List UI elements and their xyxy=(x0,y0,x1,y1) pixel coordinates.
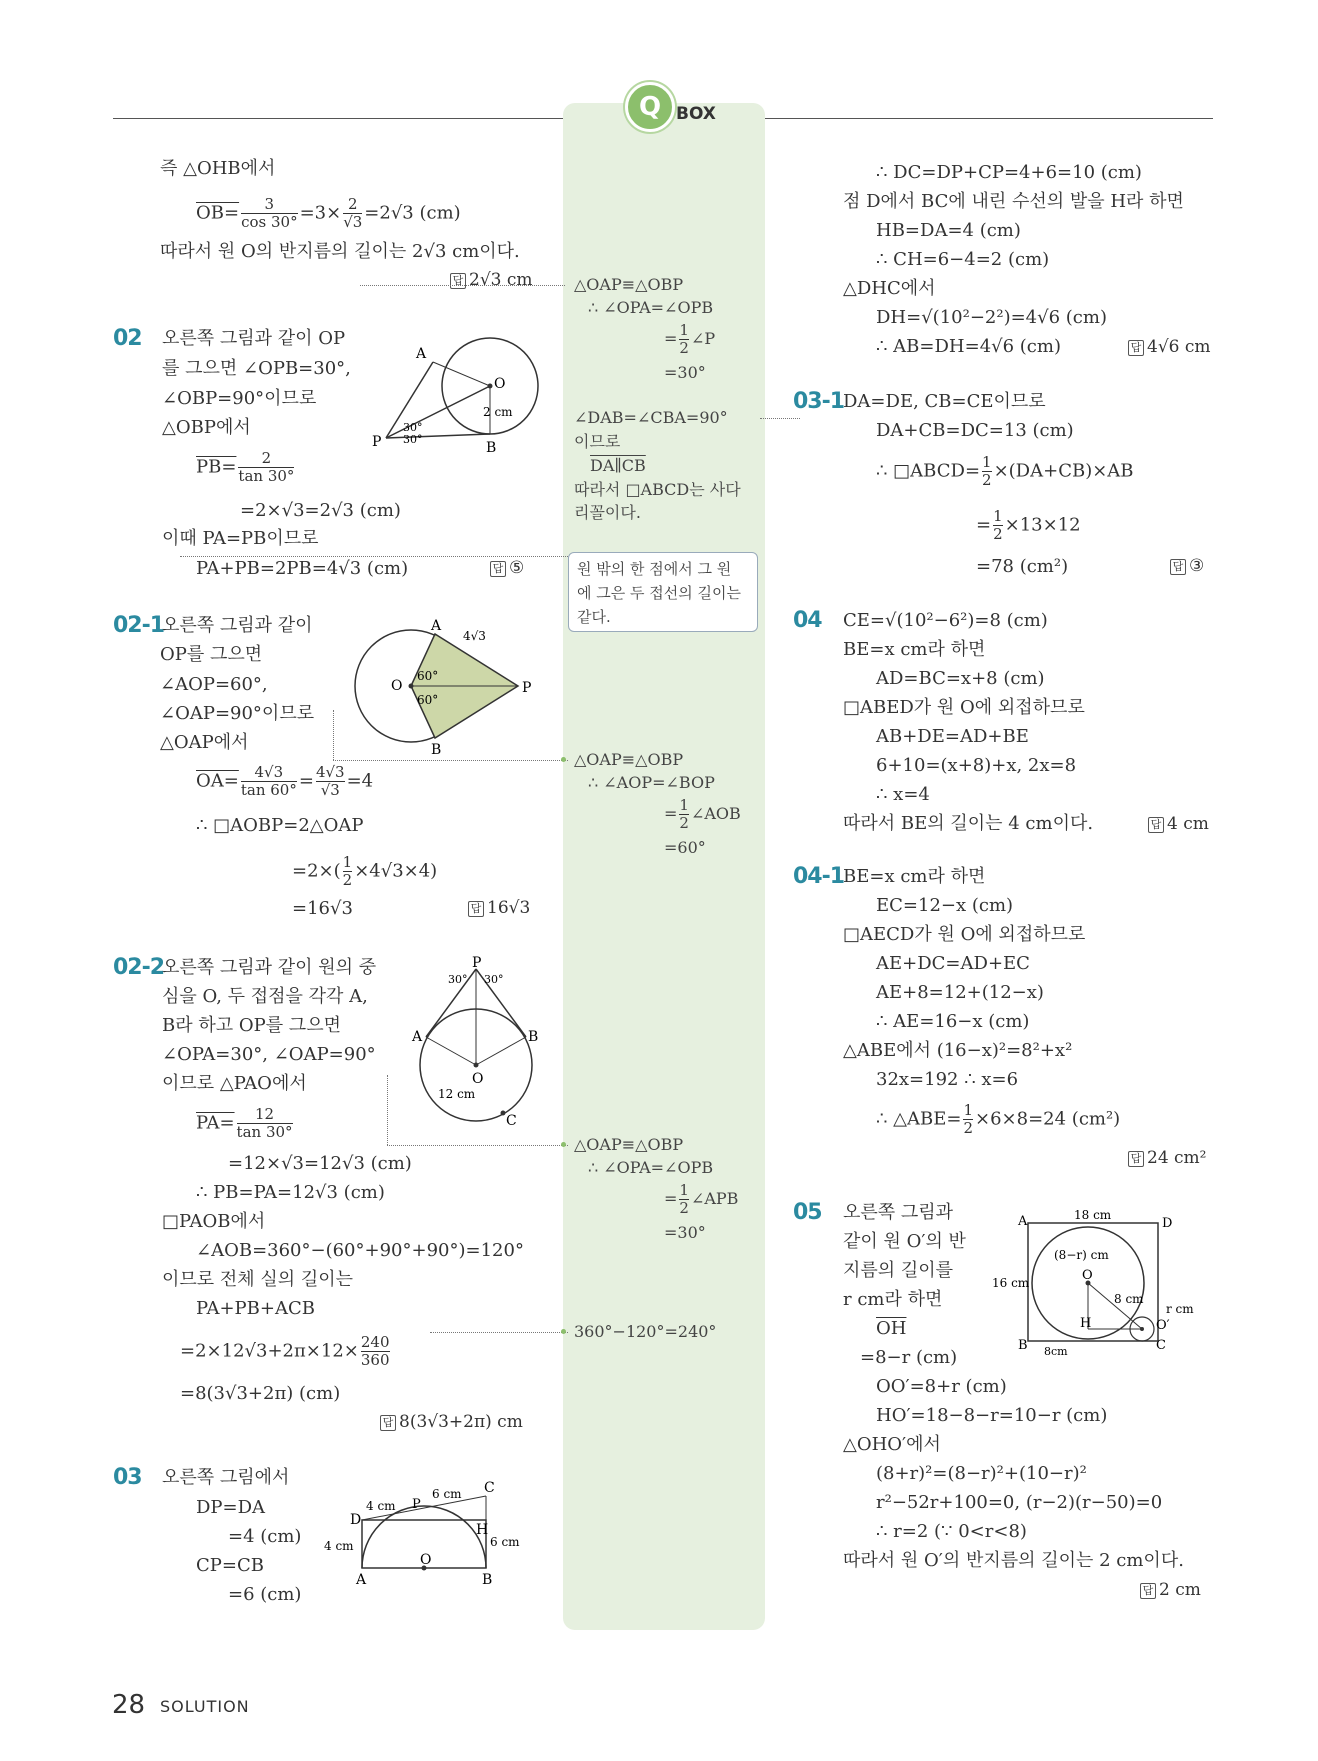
svg-text:O: O xyxy=(1082,1268,1093,1283)
text-line: B라 하고 OP를 그으면 xyxy=(162,1015,341,1036)
text-line: 따라서 원 O′의 반지름의 길이는 2 cm이다. xyxy=(843,1550,1184,1571)
svg-text:4√3: 4√3 xyxy=(463,629,486,643)
eq-line: HB=DA=4 (cm) xyxy=(876,220,1021,241)
svg-text:r cm: r cm xyxy=(1166,1302,1194,1316)
text-line: △OBP에서 xyxy=(162,417,251,438)
qbox-line: 이므로 xyxy=(574,432,621,451)
qbox-line: ∴ ∠OPA=∠OPB xyxy=(588,298,714,317)
text-line: r cm라 하면 xyxy=(843,1289,943,1310)
text-line: □AECD가 원 O에 외접하므로 xyxy=(843,924,1086,945)
eq-line: ∴ □AOBP=2△OAP xyxy=(196,815,364,836)
problem-number: 05 xyxy=(793,1200,822,1225)
answer-badge: 답 2 cm xyxy=(1140,1580,1201,1600)
svg-text:A: A xyxy=(356,1572,367,1588)
qbox-line: △OAP≡△OBP xyxy=(574,275,684,294)
svg-text:O: O xyxy=(472,1071,484,1087)
eq-line: AE+8=12+(12−x) xyxy=(876,982,1044,1003)
svg-text:2 cm: 2 cm xyxy=(483,405,513,419)
svg-text:30°: 30° xyxy=(403,433,423,446)
svg-text:30°: 30° xyxy=(403,421,423,434)
note-line: 같다. xyxy=(577,608,611,626)
text-line: ∠OBP=90°이므로 xyxy=(162,388,317,409)
text-line: 심을 O, 두 접점을 각각 A, xyxy=(162,986,368,1007)
leader-dot xyxy=(561,757,566,762)
qbox-line: DA∥CB xyxy=(590,456,646,475)
svg-text:12 cm: 12 cm xyxy=(438,1087,476,1101)
qbox-line: 따라서 □ABCD는 사다 xyxy=(574,480,741,499)
svg-text:6 cm: 6 cm xyxy=(490,1535,520,1549)
text-line: 즉 △OHB에서 xyxy=(160,158,276,179)
eq-line: OB= $\frac{3}{\cos 30^\circ}$ =3× $\frac{2}{√3}$ =2√3 (cm) xyxy=(196,195,461,231)
text-line: ∠OPA=30°, ∠OAP=90° xyxy=(162,1044,376,1065)
eq-line: ∴ AE=16−x (cm) xyxy=(876,1011,1030,1032)
figure-02-1-kite xyxy=(345,618,545,758)
svg-text:C: C xyxy=(484,1480,495,1496)
svg-text:O: O xyxy=(391,678,403,694)
svg-text:D: D xyxy=(350,1512,362,1528)
text-line: DA=DE, CB=CE이므로 xyxy=(843,391,1046,412)
eq-line: =16√3 xyxy=(292,898,353,919)
text-line: 점 D에서 BC에 내린 수선의 발을 H라 하면 xyxy=(843,191,1184,212)
eq-line: HO′=18−8−r=10−r (cm) xyxy=(876,1405,1108,1426)
eq-line: OO′=8+r (cm) xyxy=(876,1376,1007,1397)
qbox-line: = $\frac{1}{2}$ ∠APB xyxy=(664,1181,739,1217)
eq-line: DA+CB=DC=13 (cm) xyxy=(876,420,1074,441)
qbox-line: △OAP≡△OBP xyxy=(574,750,684,769)
svg-text:8 cm: 8 cm xyxy=(1114,1292,1144,1306)
qbox-line: =30° xyxy=(664,363,706,382)
svg-text:18 cm: 18 cm xyxy=(1074,1208,1112,1222)
svg-text:D: D xyxy=(1162,1216,1173,1231)
eq-line: =4 (cm) xyxy=(228,1526,302,1547)
eq-line: =8(3√3+2π) (cm) xyxy=(180,1383,341,1404)
svg-text:16 cm: 16 cm xyxy=(992,1276,1030,1290)
eq-line: PA+PB=2PB=4√3 (cm) xyxy=(196,558,409,579)
svg-text:P: P xyxy=(472,955,482,971)
leader-line xyxy=(387,1075,388,1145)
text-line: BE=x cm라 하면 xyxy=(843,866,986,887)
eq-line: ∴ CH=6−4=2 (cm) xyxy=(876,249,1050,270)
text-line: 오른쪽 그림과 같이 OP xyxy=(162,328,346,349)
eq-line: =2×( $\frac{1}{2}$ ×4√3×4) xyxy=(292,853,438,889)
text-line: 오른쪽 그림에서 xyxy=(162,1467,290,1488)
answer-badge: 답 16√3 xyxy=(468,898,530,918)
svg-text:8cm: 8cm xyxy=(1044,1345,1068,1358)
qbox-line: = $\frac{1}{2}$ ∠AOB xyxy=(664,796,741,832)
figure-02-2-belt xyxy=(408,955,558,1130)
qbox-line: =60° xyxy=(664,838,706,857)
svg-text:O: O xyxy=(420,1552,432,1568)
text-line: 같이 원 O′의 반 xyxy=(843,1231,966,1252)
text-line: 오른쪽 그림과 같이 xyxy=(162,615,313,636)
svg-text:60°: 60° xyxy=(417,693,439,707)
leader-line xyxy=(360,285,565,286)
qbox-line: = $\frac{1}{2}$ ∠P xyxy=(664,321,716,357)
answer-badge: 답 4 cm xyxy=(1148,814,1209,834)
eq-line: AE+DC=AD+EC xyxy=(876,953,1030,974)
footer-label: SOLUTION xyxy=(160,1697,250,1716)
eq-line: =6 (cm) xyxy=(228,1584,302,1605)
text-line: △OHO′에서 xyxy=(843,1434,941,1455)
leader-dot xyxy=(561,1142,566,1147)
svg-text:O′: O′ xyxy=(1156,1318,1170,1333)
eq-line: $\overline{OH}$ xyxy=(876,1318,907,1339)
eq-line: ∴ x=4 xyxy=(876,784,930,805)
svg-text:30°: 30° xyxy=(448,973,468,986)
figure-03-trapezoid xyxy=(320,1468,540,1593)
eq-line: =78 (cm²) xyxy=(976,556,1069,577)
eq-line: ∴ △ABE= $\frac{1}{2}$ ×6×8=24 (cm²) xyxy=(876,1101,1121,1137)
text-line: 오른쪽 그림과 xyxy=(843,1202,954,1223)
svg-text:30°: 30° xyxy=(484,973,504,986)
eq-line: ∴ □ABCD= $\frac{1}{2}$ ×(DA+CB)×AB xyxy=(876,453,1134,489)
svg-text:O: O xyxy=(494,376,506,392)
svg-text:H: H xyxy=(1080,1316,1092,1331)
problem-number: 04 xyxy=(793,608,822,633)
eq-line: PB= $\frac{2}{\tan 30^\circ}$ xyxy=(196,449,295,485)
qbox-line: △OAP≡△OBP xyxy=(574,1135,684,1154)
eq-line: 32x=192 ∴ x=6 xyxy=(876,1069,1019,1090)
text-line: 를 그으면 ∠OPB=30°, xyxy=(162,358,351,379)
qbox-label: BOX xyxy=(676,104,716,124)
text-line: 이때 PA=PB이므로 xyxy=(162,528,319,549)
eq-line: r²−52r+100=0, (r−2)(r−50)=0 xyxy=(876,1492,1163,1513)
svg-text:A: A xyxy=(1018,1214,1028,1229)
qbox-line: ∠DAB=∠CBA=90° xyxy=(574,408,728,427)
page-number: 28 xyxy=(112,1690,146,1720)
answer-badge: 답 ③ xyxy=(1170,556,1204,576)
svg-text:B: B xyxy=(486,440,497,456)
eq-line: =12×√3=12√3 (cm) xyxy=(228,1153,412,1174)
text-line: △DHC에서 xyxy=(843,278,936,299)
note-line: 원 밖의 한 점에서 그 원 xyxy=(577,560,732,578)
svg-text:C: C xyxy=(1156,1338,1166,1353)
leader-line xyxy=(333,760,568,761)
eq-line: (8+r)²=(8−r)²+(10−r)² xyxy=(876,1463,1087,1484)
leader-line xyxy=(387,1145,568,1146)
text-line: ∠OAP=90°이므로 xyxy=(160,703,315,724)
answer-badge: 답 2√3 cm xyxy=(450,270,533,290)
text-line: 오른쪽 그림과 같이 원의 중 xyxy=(162,957,377,978)
eq-line: ∴ PB=PA=12√3 (cm) xyxy=(196,1182,385,1203)
svg-text:4 cm: 4 cm xyxy=(324,1539,354,1553)
figure-05-square-circles xyxy=(990,1205,1215,1370)
leader-line xyxy=(180,556,568,557)
text-line: □ABED가 원 O에 외접하므로 xyxy=(843,697,1085,718)
leader-line xyxy=(333,710,334,760)
leader-dot xyxy=(561,1329,566,1334)
problem-number: 03-1 xyxy=(793,389,845,414)
text-line: OP를 그으면 xyxy=(160,644,263,665)
qbox-note xyxy=(568,552,758,632)
problem-number: 02-1 xyxy=(113,613,165,638)
figure-02-tangent-circle xyxy=(370,328,540,458)
svg-text:C: C xyxy=(506,1113,517,1129)
text-line: 이므로 △PAO에서 xyxy=(162,1073,307,1094)
qbox-line: 360°−120°=240° xyxy=(574,1322,717,1341)
svg-text:6 cm: 6 cm xyxy=(432,1487,462,1501)
eq-line: PA= $\frac{12}{\tan 30^\circ}$ xyxy=(196,1105,293,1141)
eq-line: ∴ DC=DP+CP=4+6=10 (cm) xyxy=(876,162,1142,183)
leader-line xyxy=(760,418,800,419)
qbox-logo: Q xyxy=(625,82,675,132)
leader-line xyxy=(430,1332,568,1333)
svg-text:H: H xyxy=(476,1522,489,1538)
svg-text:A: A xyxy=(416,346,427,362)
text-line: △OAP에서 xyxy=(160,732,249,753)
svg-text:(8−r) cm: (8−r) cm xyxy=(1054,1248,1109,1262)
text-line: 따라서 원 O의 반지름의 길이는 2√3 cm이다. xyxy=(160,241,520,262)
qbox-line: ∴ ∠OPA=∠OPB xyxy=(588,1158,714,1177)
svg-text:B: B xyxy=(528,1029,539,1045)
eq-line: ∴ r=2 (∵ 0<r<8) xyxy=(876,1521,1027,1542)
eq-line: =2×12√3+2π×12× $\frac{240}{360}$ xyxy=(180,1333,390,1369)
eq-line: EC=12−x (cm) xyxy=(876,895,1014,916)
qbox-line: 리꼴이다. xyxy=(574,503,641,522)
text-line: BE=x cm라 하면 xyxy=(843,639,986,660)
answer-badge: 답 ⑤ xyxy=(490,558,524,578)
eq-line: △ABE에서 (16−x)²=8²+x² xyxy=(843,1040,1073,1061)
answer-badge: 답 4√6 cm xyxy=(1128,337,1211,357)
problem-number: 04-1 xyxy=(793,864,845,889)
svg-text:P: P xyxy=(522,680,532,696)
svg-text:A: A xyxy=(412,1029,423,1045)
svg-text:P: P xyxy=(412,1497,421,1512)
svg-text:A: A xyxy=(431,618,442,634)
eq-line: PA+PB+ACB xyxy=(196,1298,315,1319)
answer-badge: 답 24 cm² xyxy=(1128,1148,1207,1168)
problem-number: 02 xyxy=(113,326,142,351)
eq-line: =2×√3=2√3 (cm) xyxy=(240,500,401,521)
problem-number: 02-2 xyxy=(113,955,165,980)
eq-line: OA= $\frac{4√3}{\tan 60^\circ}$ = $\frac{4√3}{√3}$ =4 xyxy=(196,763,374,799)
svg-text:P: P xyxy=(372,434,382,450)
eq-line: = $\frac{1}{2}$ ×13×12 xyxy=(976,507,1081,543)
eq-line: AD=BC=x+8 (cm) xyxy=(876,668,1045,689)
svg-text:B: B xyxy=(482,1572,493,1588)
svg-text:B: B xyxy=(431,742,442,758)
eq-line: AB+DE=AD+BE xyxy=(876,726,1029,747)
problem-number: 03 xyxy=(113,1465,142,1490)
eq-line: =8−r (cm) xyxy=(860,1347,958,1368)
qbox-line: =30° xyxy=(664,1223,706,1242)
text-line: ∠AOP=60°, xyxy=(160,674,268,695)
eq-line: ∴ AB=DH=4√6 (cm) xyxy=(876,336,1061,357)
text-line: 따라서 BE의 길이는 4 cm이다. xyxy=(843,813,1094,834)
answer-badge: 답 8(3√3+2π) cm xyxy=(380,1412,523,1432)
eq-line: ∠AOB=360°−(60°+90°+90°)=120° xyxy=(196,1240,524,1261)
eq-line: 6+10=(x+8)+x, 2x=8 xyxy=(876,755,1077,776)
svg-text:B: B xyxy=(1018,1338,1028,1353)
eq-line: DP=DA xyxy=(196,1497,266,1518)
text-line: 이므로 전체 실의 길이는 xyxy=(162,1269,354,1290)
text-line: 지름의 길이를 xyxy=(843,1260,954,1281)
eq-line: DH=√(10²−2²)=4√6 (cm) xyxy=(876,307,1107,328)
eq-line: CP=CB xyxy=(196,1555,264,1576)
text-line: □PAOB에서 xyxy=(162,1211,266,1232)
note-line: 에 그은 두 접선의 길이는 xyxy=(577,584,741,602)
qbox-line: ∴ ∠AOP=∠BOP xyxy=(588,773,715,792)
svg-text:4 cm: 4 cm xyxy=(366,1499,396,1513)
svg-text:60°: 60° xyxy=(417,669,439,683)
eq-line: CE=√(10²−6²)=8 (cm) xyxy=(843,610,1048,631)
